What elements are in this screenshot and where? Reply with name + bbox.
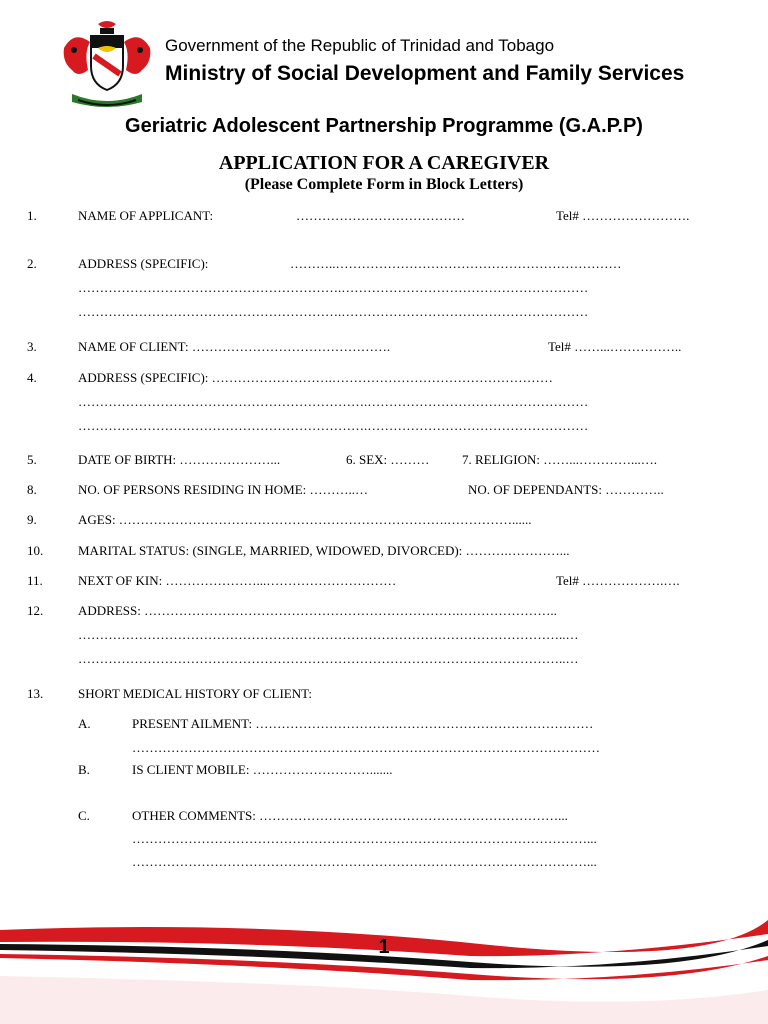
sub-item-label: B.: [78, 762, 90, 777]
coat-of-arms-icon: [58, 20, 156, 110]
item-number: 8.: [27, 482, 37, 497]
applicant-tel-field[interactable]: Tel# …………………….: [556, 208, 690, 223]
client-mobile-field[interactable]: IS CLIENT MOBILE: ……………………….......: [132, 762, 393, 777]
medical-history-label: SHORT MEDICAL HISTORY OF CLIENT:: [78, 686, 313, 701]
present-ailment-field-line1[interactable]: PRESENT AILMENT: ……………………………………………………………………: [132, 716, 594, 731]
name-applicant-label: NAME OF APPLICANT:: [78, 208, 214, 223]
government-title: Government of the Republic of Trinidad and Tobago: [165, 36, 555, 55]
item-number: 9.: [27, 512, 37, 527]
item-number: 2.: [27, 256, 37, 271]
address-field-line3[interactable]: …………………………………………………….…………………………………………………: [78, 304, 589, 319]
item-number: 4.: [27, 370, 37, 385]
page-number: 1: [378, 936, 390, 958]
kin-address-field-line1[interactable]: ADDRESS: ……………………………………………………………….…………………..: [78, 603, 557, 618]
other-comments-field-line3[interactable]: ……………………………………………………………………………………………...: [132, 854, 597, 869]
item-number: 13.: [27, 686, 44, 701]
address-field-line2[interactable]: …………………………………………………….…………………………………………………: [78, 280, 589, 295]
client-address-field-line1[interactable]: ADDRESS (SPECIFIC): ……………………….……………………………………………: [78, 370, 553, 385]
footer-swoosh: [0, 900, 768, 1024]
other-comments-field-line1[interactable]: OTHER COMMENTS: ……………………………………………………………...: [132, 808, 568, 823]
marital-status-field[interactable]: MARITAL STATUS: (SINGLE, MARRIED, WIDOWED, DIVORCED): ……….…………...: [78, 543, 570, 558]
sub-item-label: A.: [78, 716, 91, 731]
date-of-birth-field[interactable]: DATE OF BIRTH: …………………...: [78, 452, 281, 467]
form-subtitle: (Please Complete Form in Block Letters): [244, 176, 524, 193]
dependants-field[interactable]: NO. OF DEPENDANTS: …………..: [468, 482, 664, 497]
kin-address-field-line2[interactable]: …………………………………………………………………………………………………..…: [78, 627, 579, 642]
item-number: 3.: [27, 339, 37, 354]
client-tel-field[interactable]: Tel# ……...……………..: [548, 339, 682, 354]
client-address-field-line2[interactable]: ………………………………………………………….……………………………………………: [78, 394, 589, 409]
item-number: 1.: [27, 208, 37, 223]
form-title: APPLICATION FOR A CAREGIVER: [218, 152, 550, 174]
persons-residing-field[interactable]: NO. OF PERSONS RESIDING IN HOME: ………..…: [78, 482, 368, 497]
sex-field[interactable]: 6. SEX: ………: [346, 452, 430, 467]
item-number: 11.: [27, 573, 43, 588]
other-comments-field-line2[interactable]: ……………………………………………………………………………………………...: [132, 831, 597, 846]
name-applicant-field[interactable]: …………………………………: [296, 208, 465, 223]
client-address-field-line3[interactable]: ………………………………………………………….……………………………………………: [78, 418, 589, 433]
present-ailment-field-line2[interactable]: ………………………………………………………………………………………………: [132, 740, 600, 755]
next-of-kin-tel-field[interactable]: Tel# ……………….….: [556, 573, 680, 588]
kin-address-field-line3[interactable]: …………………………………………………………………………………………………..…: [78, 651, 579, 666]
sub-item-label: C.: [78, 808, 90, 823]
name-client-field[interactable]: NAME OF CLIENT: ……………………………………….: [78, 339, 391, 354]
item-number: 12.: [27, 603, 44, 618]
programme-title: Geriatric Adolescent Partnership Programme (G.A.P.P): [125, 115, 643, 137]
ministry-title: Ministry of Social Development and Family Services: [165, 62, 685, 85]
item-number: 5.: [27, 452, 37, 467]
address-field-line1[interactable]: ………..…………………………………………………………: [290, 256, 622, 271]
item-number: 10.: [27, 543, 44, 558]
religion-field[interactable]: 7. RELIGION: ……...…………...….: [462, 452, 657, 467]
address-label: ADDRESS (SPECIFIC):: [78, 256, 209, 271]
next-of-kin-field[interactable]: NEXT OF KIN: …………………...…………………………: [78, 573, 397, 588]
ages-field[interactable]: AGES: ………………………………………………………………….……………......: [78, 512, 532, 527]
